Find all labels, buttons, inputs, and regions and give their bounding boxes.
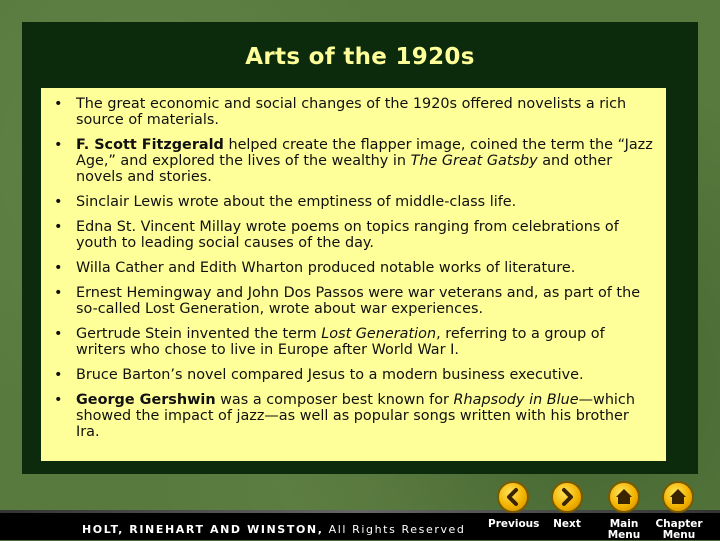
bullet-text-segment: helped create the flapper image, coined the term the “Jazz Age,” and explored the lives of the wealthy in	[76, 137, 653, 169]
main-menu-label-line2: Menu	[607, 529, 641, 541]
next-label[interactable]: Next	[553, 518, 581, 530]
chapter-menu-label[interactable]	[654, 519, 704, 541]
publisher-credit	[82, 523, 466, 536]
bullet-text-segment: George Gershwin	[76, 392, 216, 408]
previous-button[interactable]	[497, 481, 529, 513]
main-menu-button[interactable]	[608, 481, 640, 513]
bullet-marker: •	[54, 96, 63, 112]
chapter-menu-label-line1: Chapter	[655, 518, 703, 530]
next-button[interactable]	[551, 481, 583, 513]
arrow-left-icon	[499, 483, 527, 511]
bullet-item	[51, 260, 656, 276]
bullet-text-segment: Lost Generation	[321, 326, 437, 342]
bullet-text-segment: and other novels and stories.	[76, 153, 613, 185]
arrow-right-icon	[553, 483, 581, 511]
bullet-text-segment: , referring to a group of writers who chose to live in Europe after World War I.	[76, 326, 605, 358]
chapter-menu-label-line2: Menu	[662, 529, 696, 541]
bullet-item	[51, 137, 656, 185]
main-menu-label-line1: Main	[609, 518, 639, 530]
bullet-marker: •	[54, 260, 63, 276]
bullet-item	[51, 285, 656, 317]
bullet-item	[51, 96, 656, 128]
bullet-text-segment: Ernest Hemingway and John Dos Passos were war veterans and, as part of the so-called Lost Generation, wrote about war experiences.	[76, 285, 641, 317]
main-menu-label[interactable]	[604, 519, 644, 541]
bullet-item	[51, 326, 656, 358]
bullet-item	[51, 219, 656, 251]
bullet-text-segment: —which showed the impact of jazz—as well as popular songs written with his brother Ira.	[76, 392, 635, 440]
bullet-marker: •	[54, 326, 63, 342]
content-box	[41, 88, 666, 461]
bullet-text-segment: Gertrude Stein invented the term	[76, 326, 322, 342]
bullet-marker: •	[54, 285, 63, 301]
bullet-text-segment: Bruce Barton’s novel compared Jesus to a modern business executive.	[76, 367, 584, 383]
bullet-list	[51, 96, 656, 440]
bullet-marker: •	[54, 392, 63, 408]
bullet-marker: •	[54, 367, 63, 383]
slide-title: Arts of the 1920s	[245, 44, 475, 70]
house-icon	[664, 483, 692, 511]
bullet-marker: •	[54, 137, 63, 153]
previous-label[interactable]: Previous	[488, 518, 540, 530]
bullet-marker: •	[54, 219, 63, 235]
publisher-name: HOLT, RINEHART AND WINSTON,	[82, 523, 324, 536]
chapter-menu-button[interactable]	[662, 481, 694, 513]
bullet-marker: •	[54, 194, 63, 210]
bullet-text-segment: The Great Gatsby	[410, 153, 538, 169]
bullet-text-segment: Willa Cather and Edith Wharton produced notable works of literature.	[76, 260, 576, 276]
bullet-text-segment: F. Scott Fitzgerald	[76, 137, 224, 153]
bullet-text-segment: Sinclair Lewis wrote about the emptiness of middle-class life.	[76, 194, 517, 210]
house-icon	[610, 483, 638, 511]
bullet-text-segment: was a composer best known for	[215, 392, 454, 408]
bullet-item	[51, 392, 656, 440]
bullet-item	[51, 367, 656, 383]
bullet-text-segment: The great economic and social changes of the 1920s offered novelists a rich source of materials.	[76, 96, 627, 128]
rights-text: All Rights Reserved	[323, 523, 466, 536]
bullet-text-segment: Rhapsody in Blue	[453, 392, 579, 408]
bullet-text-segment: Edna St. Vincent Millay wrote poems on topics ranging from celebrations of youth to leading social causes of the day.	[76, 219, 619, 251]
bullet-item	[51, 194, 656, 210]
